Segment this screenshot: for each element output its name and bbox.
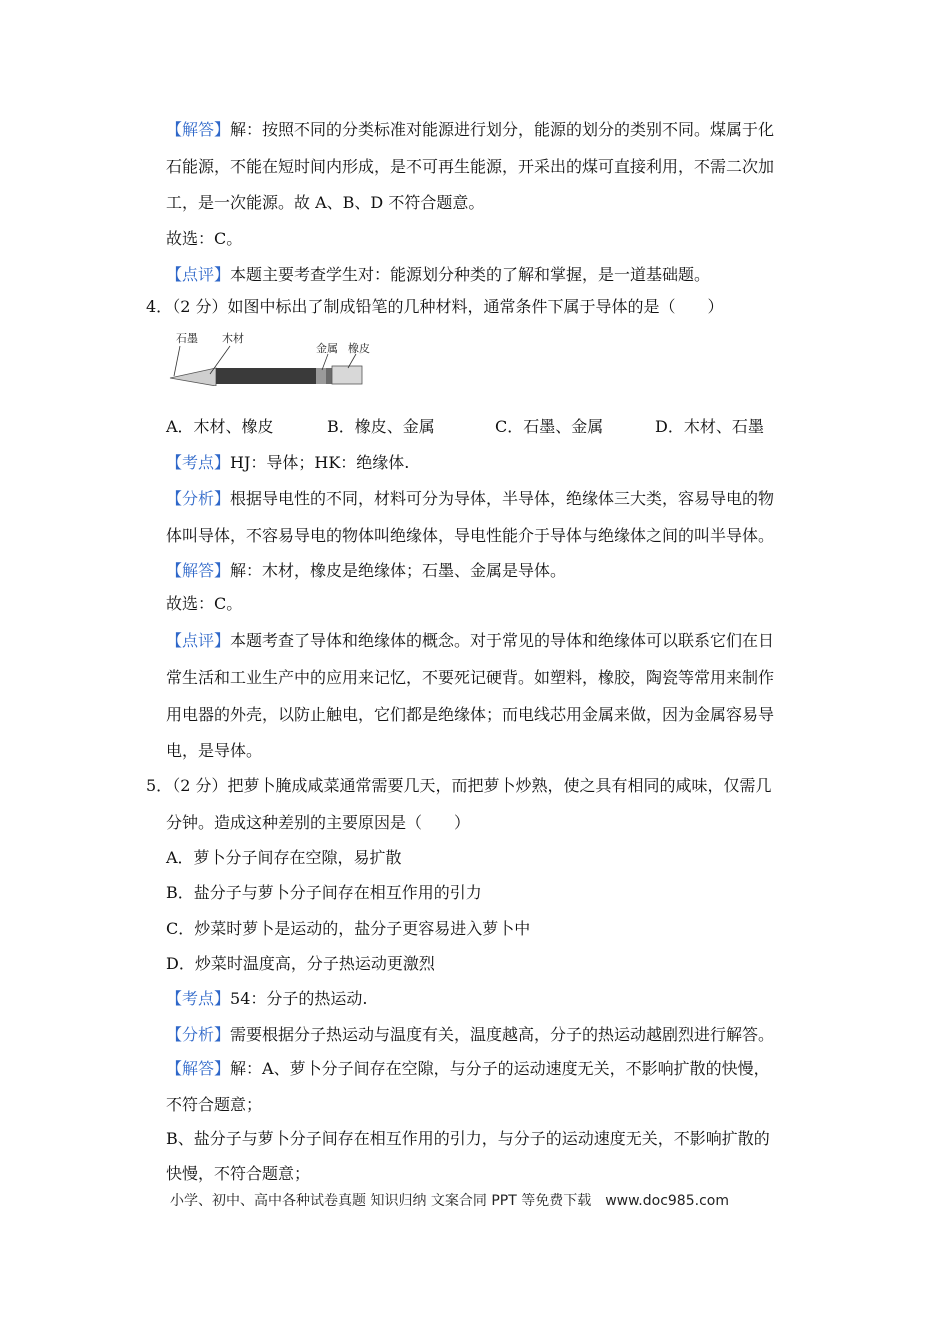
- answer-tag: 【解答】: [166, 1059, 231, 1078]
- q4-stem: 4．（2 分）如图中标出了制成铅笔的几种材料，通常条件下属于导体的是（ ）: [146, 297, 724, 316]
- q3-choice: 故选：C。: [166, 229, 243, 248]
- label-metal: 金属: [316, 342, 338, 355]
- q3-answer-line-3: 工，是一次能源。故 A、B、D 不符合题意。: [166, 193, 485, 212]
- pencil-figure: [166, 330, 378, 386]
- q4-answer: 【解答】解：木材，橡皮是绝缘体；石墨、金属是导体。: [166, 561, 567, 580]
- q4-comment-line-4: 电，是导体。: [166, 741, 263, 760]
- q4-comment-line-2: 常生活和工业生产中的应用来记忆，不要死记硬背。如塑料，橡胶，陶瓷等常用来制作: [166, 668, 775, 687]
- q4-choice: 故选：C。: [166, 594, 243, 613]
- q4-option-b: B．橡皮、金属: [327, 417, 435, 436]
- fenxi-tag: 【分析】: [166, 1025, 231, 1044]
- q5-kaodian: 【考点】54：分子的热运动.: [166, 989, 368, 1008]
- footer-download-link: 小学、初中、高中各种试卷真题 知识归纳 文案合同 PPT 等免费下载 www.doc985.com: [170, 1193, 729, 1209]
- kaodian-tag: 【考点】: [166, 453, 231, 472]
- q5-option-a: A．萝卜分子间存在空隙，易扩散: [166, 848, 402, 867]
- q4-option-a: A．木材、橡皮: [166, 417, 274, 436]
- q5-fenxi: 【分析】需要根据分子热运动与温度有关，温度越高，分子的热运动越剧烈进行解答。: [166, 1025, 775, 1044]
- q3-comment: 【点评】本题主要考查学生对：能源划分种类的了解和掌握，是一道基础题。: [166, 265, 711, 284]
- q4-comment-line-3: 用电器的外壳，以防止触电，它们都是绝缘体；而电线芯用金属来做，因为金属容易导: [166, 705, 775, 724]
- q5-option-b: B．盐分子与萝卜分子间存在相互作用的引力: [166, 883, 482, 902]
- pencil-icon: [166, 330, 378, 386]
- q5-answer-line-1: 【解答】解：A、萝卜分子间存在空隙，与分子的运动速度无关，不影响扩散的快慢，: [166, 1059, 770, 1078]
- q4-option-d: D．木材、石墨: [655, 417, 764, 436]
- q5-answer-line-3: B、盐分子与萝卜分子间存在相互作用的引力，与分子的运动速度无关，不影响扩散的: [166, 1129, 770, 1148]
- q3-answer-line-2: 石能源，不能在短时间内形成，是不可再生能源，开采出的煤可直接利用，不需二次加: [166, 157, 775, 176]
- q4-comment-line-1: 【点评】本题考查了导体和绝缘体的概念。对于常见的导体和绝缘体可以联系它们在日: [166, 631, 775, 650]
- kaodian-tag: 【考点】: [166, 989, 231, 1008]
- q5-stem-line-1: 5．（2 分）把萝卜腌成咸菜通常需要几天，而把萝卜炒熟，使之具有相同的咸味，仅需几: [146, 776, 772, 795]
- q4-fenxi-line-1: 【分析】根据导电性的不同，材料可分为导体，半导体，绝缘体三大类，容易导电的物: [166, 489, 775, 508]
- comment-tag: 【点评】: [166, 631, 231, 650]
- q5-answer-line-4: 快慢，不符合题意；: [166, 1164, 311, 1183]
- comment-tag: 【点评】: [166, 265, 231, 284]
- fenxi-tag: 【分析】: [166, 489, 231, 508]
- label-wood: 木材: [222, 332, 244, 345]
- q5-option-c: C．炒菜时萝卜是运动的，盐分子更容易进入萝卜中: [166, 919, 531, 938]
- answer-tag: 【解答】: [166, 561, 231, 580]
- q4-kaodian: 【考点】HJ：导体；HK：绝缘体.: [166, 453, 410, 472]
- q4-fenxi-line-2: 体叫导体，不容易导电的物体叫绝缘体，导电性能介于导体与绝缘体之间的叫半导体。: [166, 526, 775, 545]
- label-graphite: 石墨: [176, 332, 198, 345]
- label-eraser: 橡皮: [348, 342, 370, 355]
- q5-option-d: D．炒菜时温度高，分子热运动更激烈: [166, 954, 435, 973]
- q5-answer-line-2: 不符合题意；: [166, 1095, 263, 1114]
- q4-option-c: C．石墨、金属: [495, 417, 604, 436]
- q3-answer-line-1: 【解答】解：按照不同的分类标准对能源进行划分，能源的划分的类别不同。煤属于化: [166, 120, 775, 139]
- answer-tag: 【解答】: [166, 120, 231, 139]
- q5-stem-line-2: 分钟。造成这种差别的主要原因是（ ）: [166, 813, 471, 832]
